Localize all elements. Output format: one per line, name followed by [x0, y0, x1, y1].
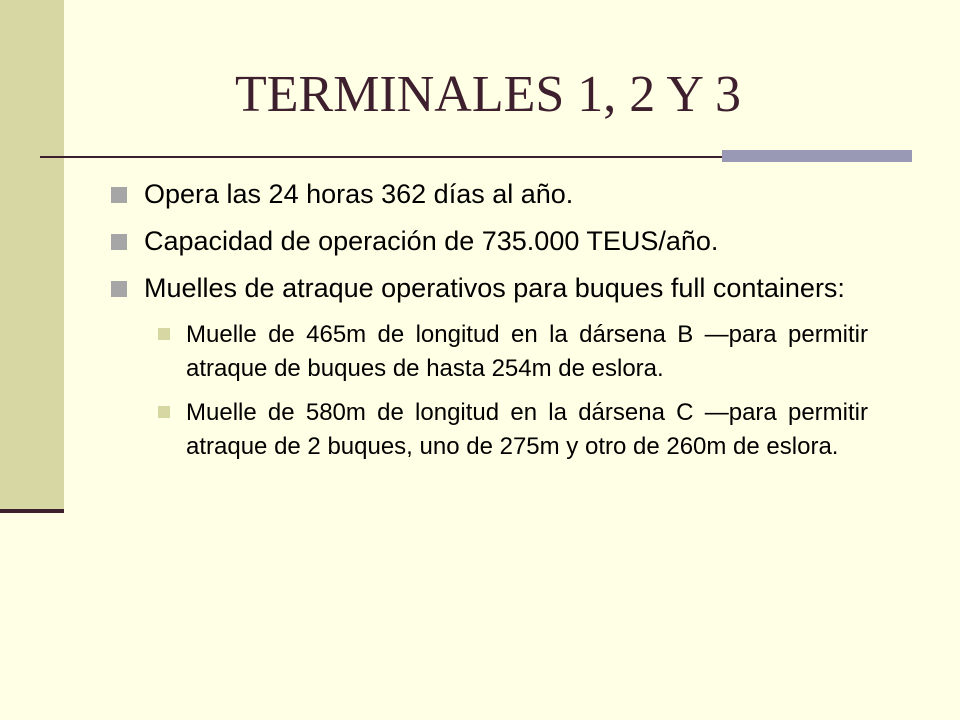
bullet-item-hours [108, 176, 868, 212]
bullet-item-capacity [108, 223, 868, 259]
sub-bullet-text: Muelle de 465m de longitud en la dársena B —para permitir atraque de buques de hasta 254m de eslora. [186, 321, 868, 382]
title-accent-bar [722, 150, 912, 162]
bullet-list [108, 176, 868, 475]
slide-title: TERMINALES 1, 2 Y 3 [234, 66, 741, 123]
sub-bullet-item-dock-b [108, 318, 868, 386]
square-bullet-icon [111, 187, 127, 203]
sub-bullet-text: Muelle de 580m de longitud en la dársena C —para permitir atraque de 2 buques, uno de 275m y otro de 260m de eslora. [186, 399, 868, 460]
square-bullet-icon [111, 234, 127, 250]
square-sub-bullet-icon [158, 406, 170, 418]
bullet-item-docks [108, 270, 868, 464]
square-bullet-icon [111, 281, 127, 297]
sub-bullet-item-dock-c [108, 396, 868, 464]
square-sub-bullet-icon [158, 328, 170, 340]
bullet-text: Opera las 24 horas 362 días al año. [144, 179, 574, 209]
sub-bullet-list [144, 318, 868, 464]
bullet-text: Capacidad de operación de 735.000 TEUS/año. [144, 226, 719, 256]
side-decoration-underline [0, 509, 64, 513]
side-decoration-band [0, 0, 64, 510]
bullet-text: Muelles de atraque operativos para buques full containers: [144, 273, 845, 303]
